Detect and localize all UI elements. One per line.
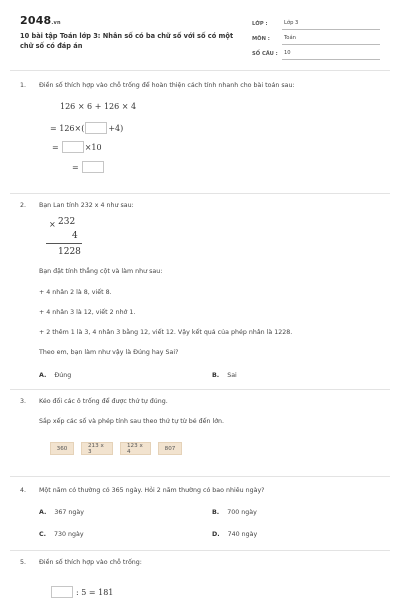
option-text: 367 ngày — [54, 509, 84, 516]
divider — [10, 550, 390, 551]
option-c[interactable] — [39, 531, 84, 538]
question-text: Điền số thích hợp vào chỗ trống: — [39, 559, 142, 566]
multiply-rule — [46, 243, 82, 244]
question-4 — [20, 487, 380, 547]
answer-blank[interactable] — [85, 122, 107, 134]
option-text: 740 ngày — [227, 531, 258, 538]
expression-line-3 — [52, 141, 102, 153]
worksheet-meta — [252, 15, 380, 60]
expression-prefix: = 126×( — [50, 123, 85, 133]
meta-row-count — [252, 45, 380, 60]
logo-text: 2048 — [20, 14, 52, 27]
question-number: 1. — [20, 82, 27, 89]
expression-line-2 — [50, 122, 123, 134]
multiplier: 4 — [72, 231, 78, 241]
answer-blank[interactable] — [51, 586, 73, 598]
question-number: 3. — [20, 398, 27, 405]
expression-line-4 — [72, 161, 105, 173]
question-subtext: Sắp xếp các số và phép tính sau theo thứ tự từ bé đến lớn. — [39, 418, 225, 425]
answer-blank[interactable] — [82, 161, 104, 173]
option-d[interactable] — [212, 531, 257, 538]
option-label: B. — [212, 509, 220, 516]
question-number: 5. — [20, 559, 27, 566]
question-5 — [20, 559, 380, 599]
option-a[interactable] — [39, 509, 84, 516]
meta-key: MÔN : — [252, 36, 270, 42]
question-text: Điền số thích hợp vào chỗ trống để hoàn thiện cách tính nhanh cho bài toán sau: — [39, 82, 295, 89]
option-text: Sai — [227, 372, 237, 379]
multiplicand: 232 — [58, 217, 76, 227]
meta-value: Toán — [282, 35, 380, 45]
question-number: 4. — [20, 487, 27, 494]
option-text: 730 ngày — [54, 531, 84, 538]
expression-suffix: ×10 — [84, 142, 102, 152]
explanation-line: + 4 nhân 3 là 12, viết 2 nhớ 1. — [39, 309, 136, 316]
answer-blank[interactable] — [62, 141, 84, 153]
question-text: Kéo đối các ô trống để được thứ tự đúng. — [39, 398, 168, 405]
question-3 — [20, 398, 380, 462]
drag-chip[interactable]: 360 — [50, 442, 74, 455]
explanation-line: Bạn đặt tính thẳng cột và làm như sau: — [39, 268, 163, 275]
option-label: C. — [39, 531, 47, 538]
option-label: B. — [212, 372, 220, 379]
divider — [10, 70, 390, 71]
option-b[interactable] — [212, 372, 237, 379]
divider — [10, 389, 390, 390]
meta-key: LỚP : — [252, 21, 268, 27]
drag-chip[interactable]: 213 x 3 — [81, 442, 113, 455]
question-text: Một năm có thường có 365 ngày. Hỏi 2 năm thường có bao nhiêu ngày? — [39, 487, 265, 494]
expression-suffix: : 5 = 181 — [76, 587, 114, 597]
multiply-sign: × — [49, 220, 56, 229]
site-logo[interactable] — [20, 14, 61, 27]
divider — [10, 476, 390, 477]
explanation-line: Theo em, bạn làm như vậy là Đúng hay Sai? — [39, 349, 179, 356]
explanation-line: + 2 thêm 1 là 3, 4 nhân 3 bằng 12, viết 12. Vậy kết quả của phép nhân là 1228. — [39, 329, 293, 336]
option-text: 700 ngày — [227, 509, 257, 516]
expression-line — [50, 586, 113, 598]
option-label: A. — [39, 509, 47, 516]
worksheet-title: 10 bài tập Toán lớp 3: Nhân số có ba chữ số với số có một chữ số có đáp án — [20, 32, 234, 50]
option-b[interactable] — [212, 509, 257, 516]
option-label: A. — [39, 372, 47, 379]
option-text: Đúng — [54, 372, 72, 379]
drag-chip[interactable]: 807 — [158, 442, 182, 455]
product: 1228 — [58, 247, 81, 257]
logo-suffix: .vn — [51, 20, 61, 26]
expression-line-1: 126 × 6 + 126 × 4 — [60, 102, 137, 111]
expression-prefix: = — [52, 142, 59, 152]
question-2 — [20, 202, 380, 382]
expression-suffix: +4) — [108, 123, 124, 133]
meta-key: SỐ CÂU : — [252, 51, 278, 57]
expression-prefix: = — [72, 162, 79, 172]
meta-row-grade — [252, 15, 380, 30]
drag-chip[interactable]: 123 x 4 — [120, 442, 151, 455]
question-1 — [20, 82, 380, 182]
option-label: D. — [212, 531, 220, 538]
meta-row-subject — [252, 30, 380, 45]
option-a[interactable] — [39, 372, 71, 379]
question-text: Bạn Lan tính 232 x 4 như sau: — [39, 202, 134, 209]
divider — [10, 193, 390, 194]
explanation-line: + 4 nhân 2 là 8, viết 8. — [39, 289, 112, 296]
meta-value: 10 — [282, 50, 380, 60]
meta-value: Lớp 3 — [282, 20, 380, 30]
question-number: 2. — [20, 202, 27, 209]
